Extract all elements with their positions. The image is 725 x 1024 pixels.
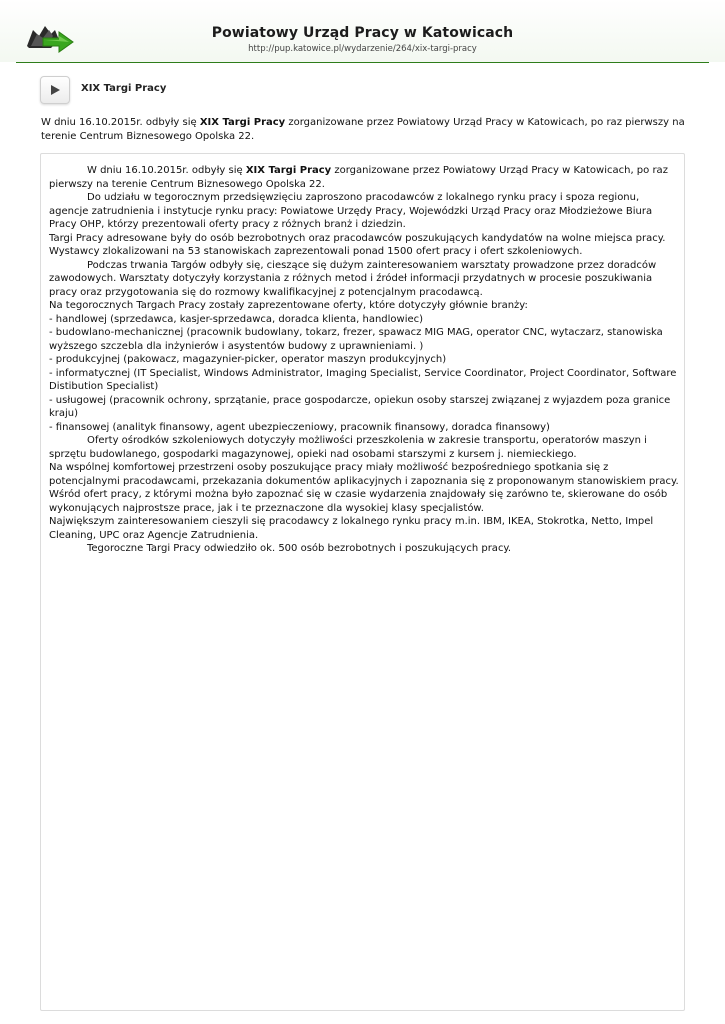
page-title: XIX Targi Pracy bbox=[81, 83, 167, 94]
list-item: - budowlano-mechanicznej (pracownik budowlany, tokarz, frezer, spawacz MIG MAG, operator CNC, wytaczarz, stanowiska wyższego szczebla dla inżynierów i asystentów budowy z uprawnieniami. ) bbox=[49, 327, 663, 352]
intro-text-end: zorganizowane przez Powiatowy Urząd Pracy w Katowicach, po raz pierwszy na terenie Centrum Biznesowego Opolska 22. bbox=[41, 117, 685, 142]
play-arrow-icon bbox=[49, 84, 61, 96]
paragraph-text-end: zorganizowane przez Powiatowy Urząd Pracy w Katowicach, po raz pierwszy na terenie Centrum Biznesowego Opolska 22. bbox=[49, 165, 668, 190]
paragraph: Tegoroczne Targi Pracy odwiedziło ok. 500 osób bezrobotnych i poszukujących pracy. bbox=[87, 543, 512, 554]
paragraph: Wśród ofert pracy, z którymi można było zapoznać się w czasie wydarzenia znajdowały się zarówno te, skierowane do osób wykonujących najprostsze prace, jak i te przeznaczone dla wysokiej klasy specjalistów. bbox=[49, 489, 668, 514]
intro-text-start: W dniu 16.10.2015r. odbyły się bbox=[41, 117, 200, 128]
intro-event-name: XIX Targi Pracy bbox=[199, 117, 286, 128]
list-item: - finansowej (analityk finansowy, agent ubezpieczeniowy, pracownik finansowy, doradca finansowy) bbox=[49, 421, 550, 433]
paragraph: Na tegorocznych Targach Pracy zostały zaprezentowane oferty, które dotyczyły głównie branży: bbox=[49, 300, 528, 311]
site-title: Powiatowy Urząd Pracy w Katowicach bbox=[211, 25, 514, 41]
paragraph: Do udziału w tegorocznym przedsięwzięciu zaproszono pracodawców z lokalnego rynku pracy i spoza regionu, agencje zatrudnienia i instytucje rynku pracy: Powiatowe Urzędy Pracy, Wojewódzki Urząd Pracy oraz Młodzieżowe Biura Pracy OHP, którzy prezentowali oferty pracy z różnych branż i dziedzin. bbox=[49, 192, 653, 230]
list-item: - produkcyjnej (pakowacz, magazynier-picker, operator maszyn produkcyjnych) bbox=[49, 354, 447, 365]
article-arrow-button[interactable] bbox=[40, 76, 70, 104]
paragraph: Targi Pracy adresowane były do osób bezrobotnych oraz pracodawców poszukujących kandydatów na wolne miejsca pracy. bbox=[49, 232, 666, 244]
page-url: http://pup.katowice.pl/wydarzenie/264/xix-targi-pracy bbox=[248, 44, 477, 54]
article-intro bbox=[41, 116, 691, 144]
article-body bbox=[49, 164, 679, 556]
event-name: XIX Targi Pracy bbox=[245, 165, 332, 176]
site-header bbox=[0, 0, 725, 62]
paragraph: Wystawcy zlokalizowani na 53 stanowiskach zaprezentowali ponad 1500 ofert pracy i ofert szkoleniowych. bbox=[49, 246, 583, 257]
list-item: - handlowej (sprzedawca, kasjer-sprzedawca, doradca klienta, handlowiec) bbox=[49, 313, 424, 325]
paragraph: Podczas trwania Targów odbyły się, cieszące się dużym zainteresowaniem warsztaty prowadzone przez doradców zawodowych. Warsztaty dotyczyły korzystania z różnych metod i źródeł informacji przydatnych w procesie poszukiwania pracy oraz przygotowania się do rozmowy kwalifikacyjnej z potencjalnym pracodawcą. bbox=[49, 259, 657, 298]
list-item: - usługowej (pracownik ochrony, sprzątanie, prace gospodarcze, opiekun osoby starszej związanej z wyjazdem poza granice kraju) bbox=[49, 394, 671, 419]
paragraph bbox=[49, 164, 679, 191]
paragraph: Na wspólnej komfortowej przestrzeni osoby poszukujące pracy miały możliwość bezpośredniego spotkania się z potencjalnymi pracodawcami, przekazania dokumentów aplikacyjnych i zapoznania się z proponowanym stanowiskiem pracy. bbox=[49, 462, 679, 487]
paragraph-text-start: W dniu 16.10.2015r. odbyły się bbox=[87, 165, 246, 176]
header-divider bbox=[16, 62, 709, 63]
list-item: - informatycznej (IT Specialist, Windows Administrator, Imaging Specialist, Service Coordinator, Project Coordinator, Software Distibution Specialist) bbox=[49, 367, 677, 392]
paragraph: Oferty ośrodków szkoleniowych dotyczyły możliwości przeszkolenia w zakresie transportu, operatorów maszyn i sprzętu budowlanego, gospodarki magazynowej, opieki nad osobami starszymi z kursem j. niemieckiego. bbox=[49, 435, 647, 460]
paragraph: Największym zainteresowaniem cieszyli się pracodawcy z lokalnego rynku pracy m.in. IBM, IKEA, Stokrotka, Netto, Impel Cleaning, UPC oraz Agencje Zatrudnienia. bbox=[49, 516, 654, 541]
